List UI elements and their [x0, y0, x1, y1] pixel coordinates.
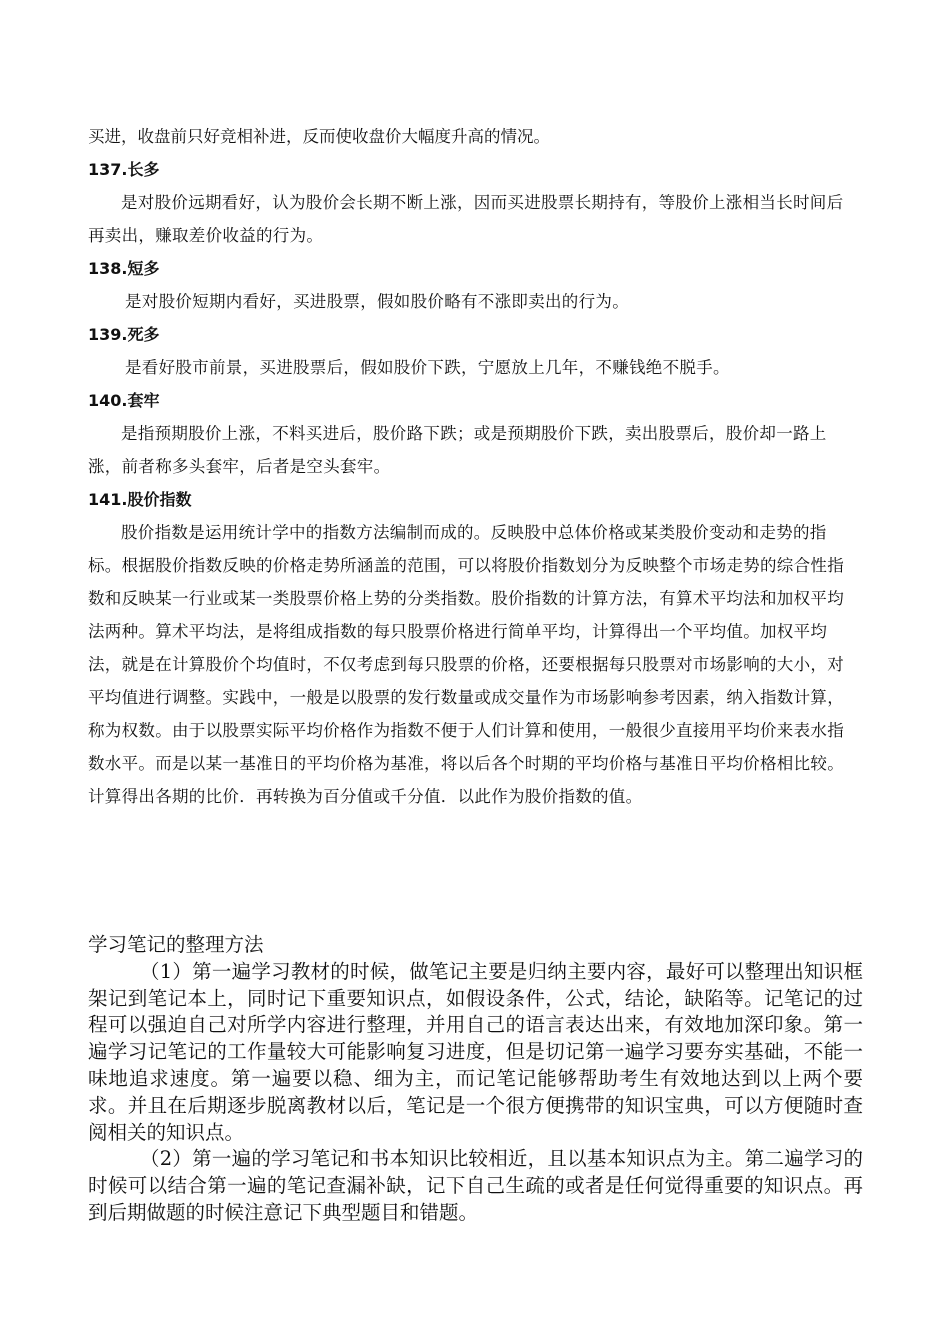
term-140-definition: 是指预期股价上涨，不料买进后，股价路下跌；或是预期股价下跌，卖出股票后，股价却一路上涨，前者称多头套牢，后者是空头套牢。 [88, 424, 827, 476]
notes-paragraph-2: （2）第一遍的学习笔记和书本知识比较相近，且以基本知识点为主。第二遍学习的时候可以结合第一遍的笔记查漏补缺，记下自己生疏的或者是任何觉得重要的知识点。再到后期做题的时候注意记下典型题目和错题。 [88, 1147, 863, 1224]
term-141-definition: 股价指数是运用统计学中的指数方法编制而成的。反映股中总体价格或某类股价变动和走势的指标。根据股价指数反映的价格走势所涵盖的范围，可以将股价指数划分为反映整个市场走势的综合性指数和反映某一行业或某一类股票价格上势的分类指数。股价指数的计算方法，有算术平均法和加权平均法两种。算术平均法，是将组成指数的每只股票价格进行简单平均，计算得出一个平均值。加权平均法，就是在计算股价个均值时，不仅考虑到每只股票的价格，还要根据每只股票对市场影响的大小，对平均值进行调整。实践中，一般是以股票的发行数量或成交量作为市场影响参考因素，纳入指数计算，称为权数。由于以股票实际平均价格作为指数不便于人们计算和使用，一般很少直接用平均价来表水指数水平。而是以某一基准日的平均价格为基准，将以后各个时期的平均价格与基准日平均价格相比较。计算得出各期的比价．再转换为百分值或千分值．以此作为股价指数的值。 [88, 523, 844, 806]
term-140-heading: 140.套牢 [88, 391, 160, 410]
term-139-definition: 是看好股市前景，买进股票后，假如股价下跌，宁愿放上几年，不赚钱绝不脱手。 [125, 358, 730, 377]
notes-heading: 学习笔记的整理方法 [88, 933, 264, 956]
term-141-heading: 141.股价指数 [88, 490, 192, 509]
continuation-text: 买进，收盘前只好竞相补进，反而使收盘价大幅度升高的情况。 [88, 127, 550, 146]
glossary-section [88, 120, 858, 813]
term-137-definition: 是对股价远期看好，认为股价会长期不断上涨，因而买进股票长期持有，等股价上涨相当长时间后再卖出，赚取差价收益的行为。 [88, 193, 844, 245]
term-138-heading: 138.短多 [88, 259, 160, 278]
term-139-heading: 139.死多 [88, 325, 160, 344]
study-notes-section [88, 932, 863, 1227]
term-137-heading: 137.长多 [88, 160, 160, 179]
term-138-definition: 是对股价短期内看好，买进股票，假如股价略有不涨即卖出的行为。 [125, 292, 629, 311]
notes-paragraph-1: （1）第一遍学习教材的时候，做笔记主要是归纳主要内容，最好可以整理出知识框架记到笔记本上，同时记下重要知识点，如假设条件，公式，结论，缺陷等。记笔记的过程可以强迫自己对所学内容进行整理，并用自己的语言表达出来，有效地加深印象。第一遍学习记笔记的工作量较大可能影响复习进度，但是切记第一遍学习要夯实基础，不能一味地追求速度。第一遍要以稳、细为主，而记笔记能够帮助考生有效地达到以上两个要求。并且在后期逐步脱离教材以后，笔记是一个很方便携带的知识宝典，可以方便随时查阅相关的知识点。 [88, 959, 863, 1144]
